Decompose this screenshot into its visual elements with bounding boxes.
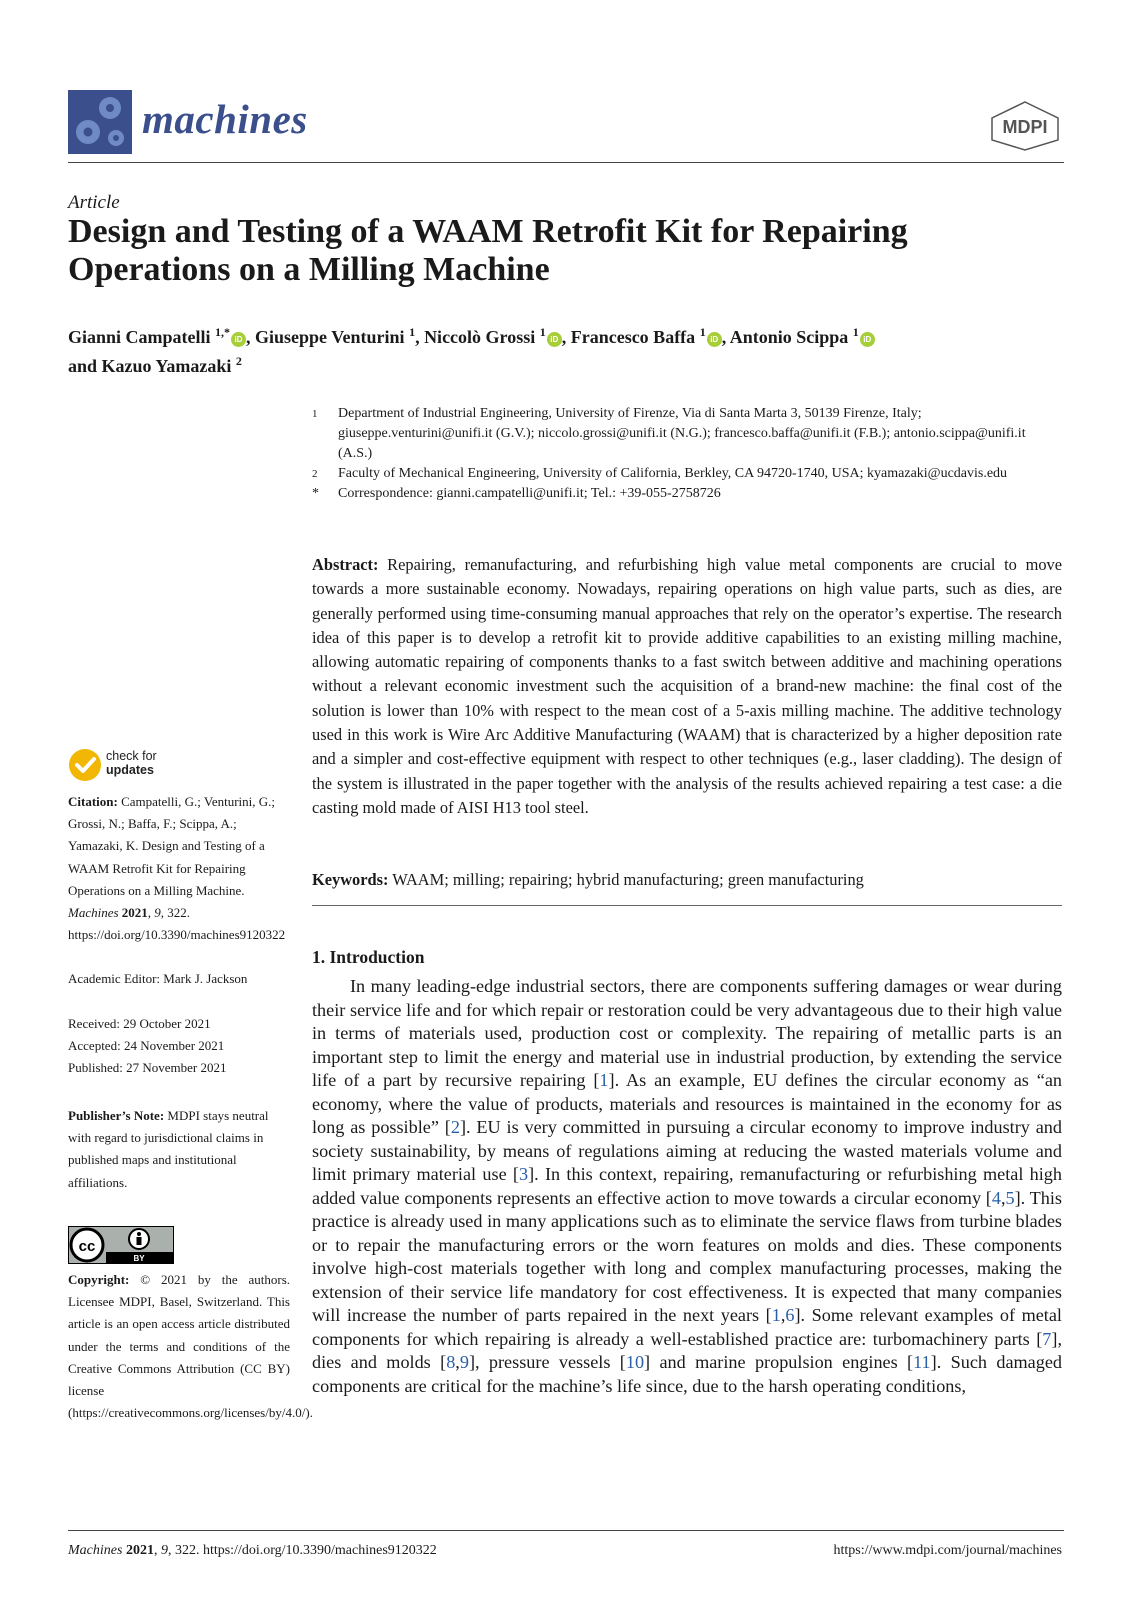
check-updates-line1: check for: [106, 749, 157, 763]
citation-year: 2021: [121, 905, 148, 921]
body-text: ,: [455, 1352, 460, 1372]
footer-year: 2021: [125, 1543, 154, 1558]
reference-link[interactable]: 7: [1042, 1328, 1052, 1349]
footer-citation: Machines 2021, 9, 322. https://doi.org/10.3390/machines9120322: [68, 1543, 437, 1558]
orcid-icon[interactable]: iD: [860, 332, 875, 347]
body-text: ]. EU is very committed in pursuing a circular economy to improve industry and society sustainability, by means of regulations aiming at reducing the wasted materials volume and limit primary material use [: [312, 1117, 1062, 1184]
citation-label: Citation:: [68, 794, 118, 809]
mdpi-logo-icon[interactable]: [988, 100, 1062, 152]
affiliation-row: [312, 484, 1062, 504]
body-text: ]. Some relevant examples of metal components for which repairing is already a well-established practice are: turbomachinery parts [: [312, 1305, 1062, 1349]
footer-doi[interactable]: , 322. https://doi.org/10.3390/machines9120322: [167, 1543, 437, 1558]
publisher-note-label: Publisher’s Note:: [68, 1108, 165, 1123]
cc-badge-text: BY: [133, 1254, 145, 1263]
journal-logo-icon: [68, 90, 132, 154]
body-text: ], dies and molds [: [312, 1328, 1062, 1372]
orcid-icon[interactable]: iD: [231, 332, 246, 347]
body-text: ]. As an example, EU defines the circular economy as “an economy, where the value of products, materials and resources is maintained in the economy for as long as possible” [: [312, 1070, 1062, 1137]
author-affiliation-mark: 2: [235, 354, 242, 368]
affiliation-text: Department of Industrial Engineering, University of Firenze, Via di Santa Marta 3, 50139 Firenze, Italy; giuseppe.venturini@unifi.it (G.V.); niccolo.grossi@unifi.it (N.G.); francesco.baffa@unifi.it (F.B.); antonio.scippa@unifi.it (A.S.): [338, 406, 1026, 461]
introduction-paragraph: [312, 975, 1062, 1398]
body-text: ] and marine propulsion engines [: [644, 1352, 914, 1372]
keywords: [312, 868, 1062, 892]
author-name: Kazuo Yamazaki: [101, 356, 232, 376]
publisher-note-text: MDPI stays neutral with regard to jurisdictional claims in published maps and institutional affiliations.: [68, 1108, 269, 1190]
affiliation-row: [312, 404, 1062, 464]
body-text: ,: [1000, 1187, 1006, 1208]
author-name: Antonio Scippa: [729, 327, 849, 347]
author-name: Niccolò Grossi: [424, 327, 536, 347]
reference-link[interactable]: 1: [599, 1070, 609, 1090]
publication-dates: [68, 1013, 290, 1080]
svg-text:cc: cc: [78, 1238, 96, 1255]
body-text: ]. In this context, repairing, remanufacturing or refurbishing metal high added value components represents an effective action to move towards a circular economy [: [312, 1164, 1062, 1208]
footer-journal: Machines: [68, 1543, 123, 1558]
citation-text: Campatelli, G.; Venturini, G.; Grossi, N.; Baffa, F.; Scippa, A.; Yamazaki, K. Design and Testing of a WAAM Retrofit Kit for Repairing Operations on a Milling Machine.: [68, 794, 276, 898]
affiliation-mark: 1: [312, 408, 318, 420]
reference-link[interactable]: 9: [459, 1352, 469, 1372]
author-name: Francesco Baffa: [570, 327, 696, 347]
affiliation-mark: *: [312, 486, 319, 501]
check-updates-line2: updates: [106, 763, 154, 777]
author-affiliation-mark: 1: [409, 325, 416, 339]
check-for-updates-badge[interactable]: [68, 748, 188, 782]
orcid-icon[interactable]: iD: [707, 332, 722, 347]
check-updates-icon: [68, 748, 102, 782]
citation-doi[interactable]: , 322. https://doi.org/10.3390/machines9120322: [68, 905, 286, 943]
footer-volume: 9: [160, 1543, 168, 1558]
introduction-body: [312, 975, 1062, 1398]
received-date: Received: 29 October 2021: [68, 1016, 211, 1031]
keywords-label: Keywords:: [312, 870, 389, 889]
body-text: ,: [780, 1305, 786, 1325]
copyright-label: Copyright:: [68, 1272, 130, 1287]
body-text: In many leading-edge industrial sectors, there are components suffering damages or wear during their service life and for which repair or restoration could be very advantageous due to their high value in terms of materials used, production cost or complexity. The repairing of metallic parts is an important step to limit the energy and material use in industrial production, by extending the service life of a part by recursive repairing [: [312, 976, 1062, 1090]
body-text: ]. Such damaged components are critical for the machine’s life since, due to the harsh operating conditions,: [312, 1352, 1063, 1396]
author-affiliation-mark: 1,*: [215, 325, 231, 339]
citation-volume: 9: [154, 905, 161, 921]
reference-link[interactable]: 11: [913, 1352, 931, 1372]
author-affiliation-mark: 1: [539, 325, 546, 339]
author-affiliation-mark: 1: [699, 325, 706, 339]
journal-name[interactable]: machines: [142, 96, 308, 142]
citation-journal: Machines: [68, 905, 119, 921]
affiliation-text: Faculty of Mechanical Engineering, University of California, Berkley, CA 94720-1740, USA; kyamazaki@ucdavis.edu: [338, 466, 1008, 481]
reference-link[interactable]: 1: [771, 1305, 781, 1325]
author-name: Giuseppe Venturini: [255, 327, 405, 347]
abstract: [312, 553, 1062, 820]
copyright-block: [68, 1269, 313, 1424]
abstract-label: Abstract:: [312, 555, 379, 574]
body-text: ]. This practice is already used in many applications such as to eliminate the service flaws from turbine blades or to repair the manufacturing errors or the worn features on molds and dies. These components involve high-cost materials together with long and complex manufacturing processes, making the extension of their service life mandatory for cost effectiveness. It is expected that many companies will increase the number of parts repaired in the next years [: [312, 1187, 1062, 1325]
author-affiliation-mark: 1: [852, 325, 859, 339]
reference-link[interactable]: 3: [519, 1164, 529, 1184]
cc-by-license-icon[interactable]: [68, 1226, 174, 1264]
header-divider: [68, 162, 1064, 163]
article-title: Design and Testing of a WAAM Retrofit Kit for Repairing Operations on a Milling Machine: [68, 213, 908, 288]
footer-divider: [68, 1530, 1064, 1531]
section-divider: [312, 905, 1062, 906]
mdpi-logo-text: MDPI: [1002, 117, 1048, 137]
accepted-date: Accepted: 24 November 2021: [68, 1038, 225, 1054]
author-list: Gianni Campatelli $^{1,*}$iD , Giuseppe Venturini $^1$, Niccolò Grossi $^1$iD , Francesco Baffa $^1$iD , Antonio Scippa $^1$iD and Kazuo Yamazaki $^2$: [68, 320, 1058, 378]
reference-link[interactable]: 5: [1005, 1187, 1015, 1208]
reference-link[interactable]: 8: [446, 1352, 456, 1372]
publisher-note: [68, 1105, 290, 1194]
keywords-text: WAAM; milling; repairing; hybrid manufacturing; green manufacturing: [392, 870, 864, 889]
academic-editor: Academic Editor: Mark J. Jackson: [68, 971, 248, 986]
published-date: Published: 27 November 2021: [68, 1060, 227, 1076]
affiliation-text: Correspondence: gianni.campatelli@unifi.it; Tel.: +39-055-2758726: [338, 486, 721, 501]
reference-link[interactable]: 2: [450, 1117, 460, 1137]
citation-block: Citation: Campatelli, G.; Venturini, G.; Grossi, N.; Baffa, F.; Scippa, A.; Yamazaki, K. Design and Testing of a WAAM Retrofit Kit for Repairing Operations on a Milling Machine. Machines 2021, 9, 322. https://doi.org/10.3390/machines9120322: [68, 794, 286, 943]
copyright-text: © 2021 by the authors. Licensee MDPI, Basel, Switzerland. This article is an open access article distributed under the terms and conditions of the Creative Commons Attribution (CC BY) license (https://creativecommons.org/licenses/by/4.0/).: [68, 1272, 313, 1421]
affiliations: [312, 404, 1062, 504]
body-text: ], pressure vessels [: [468, 1352, 626, 1372]
reference-link[interactable]: 4: [991, 1187, 1001, 1208]
footer-journal-url[interactable]: https://www.mdpi.com/journal/machines: [833, 1543, 1062, 1558]
abstract-text: Repairing, remanufacturing, and refurbishing high value metal components are crucial to move towards a more sustainable economy. Nowadays, repairing operations on high value parts, such as dies, are generally performed using time-consuming manual approaches that rely on the operator’s expertise. The research idea of this paper is to develop a retrofit kit to provide additive capabilities to an existing milling machine, allowing automatic repairing of components thanks to a fast switch between additive and machining operations without a relevant economic investment such the acquisition of a brand-new machine: the final cost of the solution is lower than 10% with respect to the mean cost of a 5-axis milling machine. The additive technology used in this work is Wire Arc Additive Manufacturing (WAAM) that is characterized by a higher deposition rate and a simpler and cost-effective equipment with respect to other techniques (e.g., laser cladding). The design of the system is illustrated in the paper together with the analysis of the results achieved repairing a test case: a die casting mold made of AISI H13 tool steel.: [312, 555, 1062, 817]
reference-link[interactable]: 6: [785, 1305, 795, 1325]
affiliation-mark: 2: [312, 468, 318, 480]
affiliation-row: [312, 464, 1062, 484]
orcid-icon[interactable]: iD: [547, 332, 562, 347]
section-heading: 1. Introduction: [312, 947, 425, 967]
reference-link[interactable]: 10: [625, 1352, 645, 1372]
author-name: Gianni Campatelli: [68, 327, 211, 347]
article-type: Article: [68, 192, 120, 213]
